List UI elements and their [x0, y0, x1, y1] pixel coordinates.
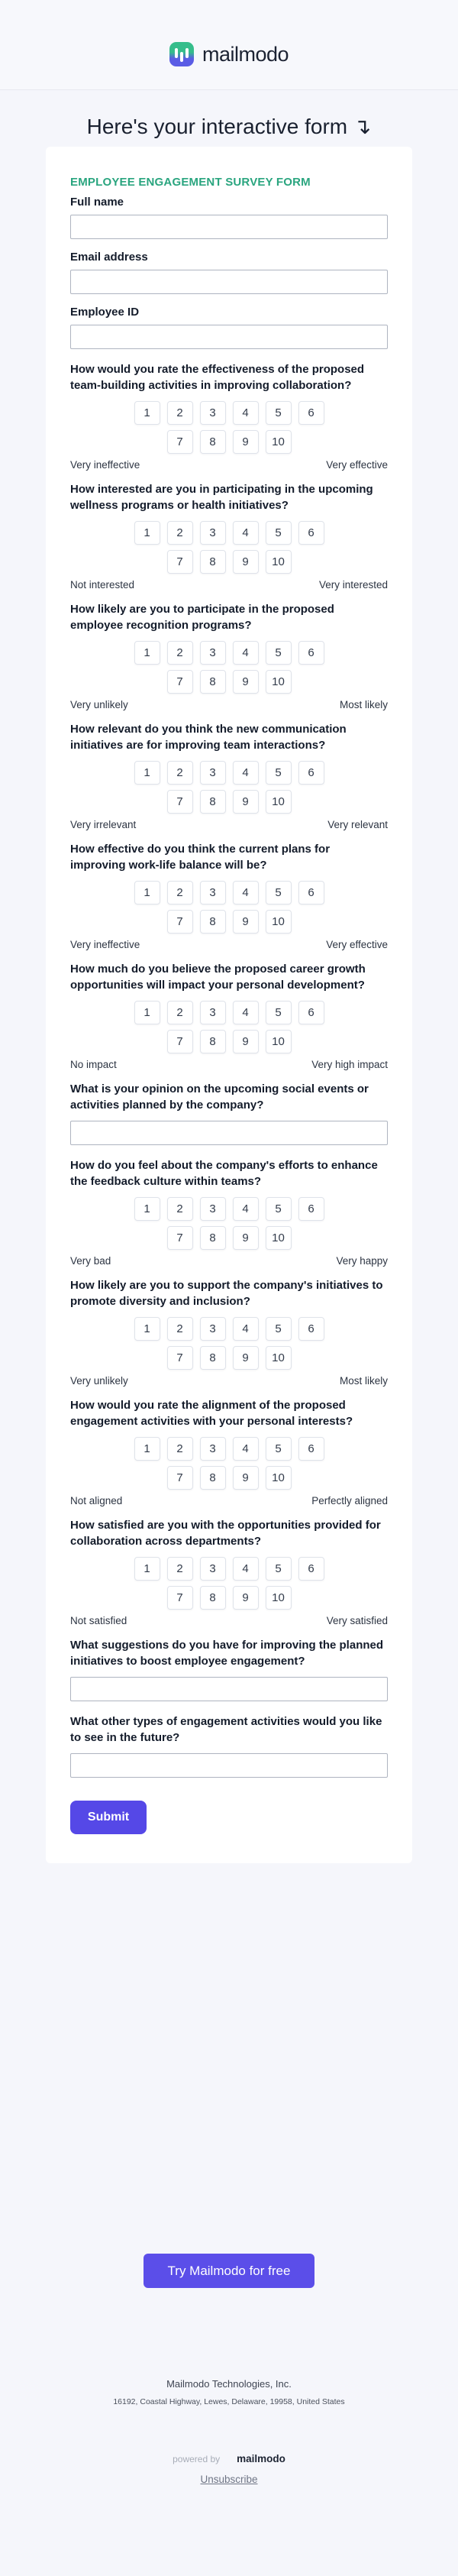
rating-button-8[interactable]: 8	[200, 430, 226, 454]
rating-button-1[interactable]: 1	[134, 1317, 160, 1341]
rating-button-3[interactable]: 3	[200, 1001, 226, 1024]
rating-scale-row	[70, 670, 388, 694]
rating-button-4[interactable]: 4	[233, 881, 259, 905]
rating-button-7[interactable]: 7	[167, 1346, 193, 1370]
rating-button-7[interactable]: 7	[167, 790, 193, 814]
rating-scale-row	[70, 1466, 388, 1490]
hero-title: Here's your interactive form ↴	[86, 115, 372, 138]
rating-scale-row	[70, 401, 388, 425]
scale-min-label: No impact	[70, 1059, 117, 1070]
open-answer-input[interactable]	[70, 1753, 388, 1778]
rating-button-4[interactable]: 4	[233, 641, 259, 665]
rating-button-3[interactable]: 3	[200, 881, 226, 905]
try-mailmodo-cta-button[interactable]: Try Mailmodo for free	[144, 2254, 314, 2288]
scale-min-label: Very irrelevant	[70, 819, 137, 830]
rating-button-6[interactable]: 6	[298, 761, 324, 785]
powered-by-row	[0, 2453, 458, 2464]
rating-button-3[interactable]: 3	[200, 1437, 226, 1461]
rating-button-7[interactable]: 7	[167, 910, 193, 934]
rating-button-6[interactable]: 6	[298, 1197, 324, 1221]
survey-question: How would you rate the effectiveness of the proposed team-building activities in improving collaboration?	[70, 363, 365, 392]
survey-question: How relevant do you think the new communication initiatives are for improving team interactions?	[70, 723, 347, 752]
logo-bar-icon	[180, 52, 183, 62]
rating-button-6[interactable]: 6	[298, 1557, 324, 1581]
scale-max-label: Very high impact	[311, 1059, 388, 1070]
mailmodo-logo	[169, 42, 289, 66]
scale-min-label: Very ineffective	[70, 459, 140, 471]
rating-button-2[interactable]: 2	[167, 1437, 193, 1461]
rating-button-9[interactable]: 9	[233, 1346, 259, 1370]
scale-min-label: Not aligned	[70, 1495, 123, 1506]
rating-button-2[interactable]: 2	[167, 1197, 193, 1221]
scale-max-label: Very effective	[326, 459, 388, 471]
rating-button-2[interactable]: 2	[167, 401, 193, 425]
scale-min-label: Very unlikely	[70, 1375, 128, 1387]
rating-button-3[interactable]: 3	[200, 641, 226, 665]
rating-scale-row	[70, 1226, 388, 1250]
rating-button-1[interactable]: 1	[134, 761, 160, 785]
rating-button-8[interactable]: 8	[200, 790, 226, 814]
powered-by-brand: mailmodo	[237, 2453, 285, 2464]
scale-labels-row	[70, 1495, 388, 1506]
rating-button-9[interactable]: 9	[233, 1466, 259, 1490]
rating-button-7[interactable]: 7	[167, 1586, 193, 1610]
rating-button-6[interactable]: 6	[298, 401, 324, 425]
rating-button-7[interactable]: 7	[167, 670, 193, 694]
rating-button-3[interactable]: 3	[200, 401, 226, 425]
rating-button-4[interactable]: 4	[233, 761, 259, 785]
rating-button-10[interactable]: 10	[266, 1226, 292, 1250]
scale-max-label: Very interested	[318, 579, 388, 591]
rating-button-5[interactable]: 5	[266, 1197, 292, 1221]
rating-scale-row	[70, 1317, 388, 1341]
open-answer-input[interactable]	[70, 1121, 388, 1145]
rating-scale-grid	[70, 1557, 388, 1610]
survey-question: What other types of engagement activities would you like to see in the future?	[70, 1715, 382, 1744]
scale-min-label: Very unlikely	[70, 699, 128, 710]
rating-button-6[interactable]: 6	[298, 1437, 324, 1461]
rating-button-5[interactable]: 5	[266, 1437, 292, 1461]
rating-button-10[interactable]: 10	[266, 1346, 292, 1370]
rating-button-7[interactable]: 7	[167, 1030, 193, 1053]
unsubscribe-row	[0, 2473, 458, 2487]
rating-button-7[interactable]: 7	[167, 550, 193, 574]
rating-button-6[interactable]: 6	[298, 1001, 324, 1024]
rating-button-5[interactable]: 5	[266, 881, 292, 905]
survey-question: How much do you believe the proposed career growth opportunities will impact your personal development?	[70, 963, 366, 992]
rating-button-3[interactable]: 3	[200, 1317, 226, 1341]
logo-bar-icon	[175, 48, 178, 58]
rating-button-1[interactable]: 1	[134, 1437, 160, 1461]
survey-question: What is your opinion on the upcoming social events or activities planned by the company?	[70, 1083, 369, 1112]
rating-scale-row	[70, 1030, 388, 1053]
rating-scale-grid	[70, 521, 388, 574]
rating-scale-row	[70, 790, 388, 814]
rating-button-9[interactable]: 9	[233, 550, 259, 574]
rating-scale-row	[70, 881, 388, 905]
rating-button-10[interactable]: 10	[266, 550, 292, 574]
rating-button-1[interactable]: 1	[134, 521, 160, 545]
rating-button-8[interactable]: 8	[200, 670, 226, 694]
survey-question: How would you rate the alignment of the proposed engagement activities with your personal interests?	[70, 1399, 353, 1428]
rating-button-9[interactable]: 9	[233, 670, 259, 694]
rating-scale-grid	[70, 401, 388, 454]
rating-button-1[interactable]: 1	[134, 641, 160, 665]
rating-button-2[interactable]: 2	[167, 641, 193, 665]
text-input[interactable]	[70, 325, 388, 349]
survey-question: How satisfied are you with the opportunities provided for collaboration across departments?	[70, 1519, 381, 1548]
survey-question: What suggestions do you have for improving the planned initiatives to boost employee engagement?	[70, 1639, 384, 1668]
survey-question: How effective do you think the current plans for improving work-life balance will be?	[70, 843, 331, 872]
survey-question: How likely are you to participate in the proposed employee recognition programs?	[70, 603, 334, 632]
rating-button-5[interactable]: 5	[266, 1317, 292, 1341]
rating-button-4[interactable]: 4	[233, 521, 259, 545]
rating-button-3[interactable]: 3	[200, 1557, 226, 1581]
scale-min-label: Not satisfied	[70, 1615, 127, 1626]
scale-max-label: Most likely	[339, 699, 388, 710]
scale-labels-row	[70, 1255, 388, 1267]
rating-scale-grid	[70, 1317, 388, 1370]
scale-max-label: Very effective	[326, 939, 388, 950]
rating-button-10[interactable]: 10	[266, 910, 292, 934]
rating-button-10[interactable]: 10	[266, 1466, 292, 1490]
rating-scale-grid	[70, 881, 388, 934]
rating-button-7[interactable]: 7	[167, 1226, 193, 1250]
rating-scale-row	[70, 1197, 388, 1221]
rating-scale-grid	[70, 641, 388, 694]
scale-min-label: Not interested	[70, 579, 135, 591]
mailmodo-wordmark: mailmodo	[202, 42, 289, 66]
rating-scale-row	[70, 1437, 388, 1461]
field-label: Email address	[70, 251, 148, 264]
rating-button-1[interactable]: 1	[134, 1197, 160, 1221]
scale-max-label: Very satisfied	[326, 1615, 388, 1626]
open-answer-input[interactable]	[70, 1677, 388, 1701]
rating-button-8[interactable]: 8	[200, 1466, 226, 1490]
rating-button-7[interactable]: 7	[167, 1466, 193, 1490]
rating-scale-row	[70, 1346, 388, 1370]
scale-labels-row	[70, 1615, 388, 1626]
rating-scale-grid	[70, 1197, 388, 1250]
rating-button-9[interactable]: 9	[233, 1030, 259, 1053]
rating-scale-row	[70, 1586, 388, 1610]
rating-button-4[interactable]: 4	[233, 401, 259, 425]
rating-button-5[interactable]: 5	[266, 1001, 292, 1024]
survey-question: How do you feel about the company's efforts to enhance the feedback culture within teams?	[70, 1159, 378, 1188]
unsubscribe-link[interactable]: Unsubscribe	[200, 2474, 258, 2485]
form-body	[70, 196, 388, 1778]
rating-button-1[interactable]: 1	[134, 401, 160, 425]
text-input[interactable]	[70, 215, 388, 239]
rating-scale-row	[70, 430, 388, 454]
scale-labels-row	[70, 699, 388, 710]
rating-button-8[interactable]: 8	[200, 1226, 226, 1250]
rating-button-9[interactable]: 9	[233, 1226, 259, 1250]
rating-button-4[interactable]: 4	[233, 1001, 259, 1024]
survey-question: How likely are you to support the company's initiatives to promote diversity and inclusion?	[70, 1279, 383, 1308]
field-label: Full name	[70, 196, 124, 209]
rating-button-3[interactable]: 3	[200, 761, 226, 785]
field-label: Employee ID	[70, 306, 140, 319]
rating-scale-grid	[70, 1001, 388, 1053]
rating-button-2[interactable]: 2	[167, 1317, 193, 1341]
mailmodo-logo-icon	[169, 42, 194, 66]
scale-labels-row	[70, 459, 388, 471]
rating-scale-row	[70, 1001, 388, 1024]
submit-button[interactable]: Submit	[70, 1801, 147, 1834]
rating-scale-row	[70, 550, 388, 574]
rating-button-9[interactable]: 9	[233, 1586, 259, 1610]
rating-button-10[interactable]: 10	[266, 1586, 292, 1610]
scale-labels-row	[70, 819, 388, 830]
rating-button-3[interactable]: 3	[200, 521, 226, 545]
rating-button-10[interactable]: 10	[266, 1030, 292, 1053]
rating-button-8[interactable]: 8	[200, 1030, 226, 1053]
rating-scale-row	[70, 1557, 388, 1581]
rating-button-5[interactable]: 5	[266, 521, 292, 545]
rating-button-2[interactable]: 2	[167, 521, 193, 545]
rating-button-10[interactable]: 10	[266, 790, 292, 814]
scale-labels-row	[70, 1059, 388, 1070]
rating-button-9[interactable]: 9	[233, 790, 259, 814]
email-footer	[0, 2254, 458, 2487]
rating-button-10[interactable]: 10	[266, 670, 292, 694]
rating-button-8[interactable]: 8	[200, 1586, 226, 1610]
rating-button-8[interactable]: 8	[200, 550, 226, 574]
rating-button-1[interactable]: 1	[134, 1001, 160, 1024]
rating-scale-row	[70, 761, 388, 785]
scale-max-label: Perfectly aligned	[311, 1495, 388, 1506]
rating-button-2[interactable]: 2	[167, 1557, 193, 1581]
rating-button-4[interactable]: 4	[233, 1437, 259, 1461]
rating-button-1[interactable]: 1	[134, 881, 160, 905]
logo-bar-icon	[185, 48, 189, 58]
rating-button-5[interactable]: 5	[266, 401, 292, 425]
company-name: Mailmodo Technologies, Inc.	[166, 2378, 292, 2390]
survey-question: How interested are you in participating in the upcoming wellness programs or health initiatives?	[70, 483, 373, 512]
rating-button-4[interactable]: 4	[233, 1557, 259, 1581]
rating-button-7[interactable]: 7	[167, 430, 193, 454]
rating-button-5[interactable]: 5	[266, 1557, 292, 1581]
rating-scale-grid	[70, 1437, 388, 1490]
rating-button-3[interactable]: 3	[200, 1197, 226, 1221]
powered-by-label: powered by	[173, 2454, 221, 2464]
email-header	[0, 0, 458, 90]
scale-labels-row	[70, 939, 388, 950]
rating-button-2[interactable]: 2	[167, 881, 193, 905]
rating-button-9[interactable]: 9	[233, 910, 259, 934]
scale-max-label: Very happy	[336, 1255, 388, 1267]
rating-button-8[interactable]: 8	[200, 1346, 226, 1370]
rating-button-6[interactable]: 6	[298, 881, 324, 905]
rating-scale-row	[70, 910, 388, 934]
scale-max-label: Very relevant	[327, 819, 388, 830]
rating-button-6[interactable]: 6	[298, 641, 324, 665]
rating-button-5[interactable]: 5	[266, 761, 292, 785]
rating-button-6[interactable]: 6	[298, 1317, 324, 1341]
text-input[interactable]	[70, 270, 388, 294]
survey-form-card	[46, 147, 412, 1863]
rating-button-6[interactable]: 6	[298, 521, 324, 545]
rating-scale-row	[70, 641, 388, 665]
scale-min-label: Very ineffective	[70, 939, 140, 950]
scale-labels-row	[70, 579, 388, 591]
rating-button-2[interactable]: 2	[167, 761, 193, 785]
rating-button-4[interactable]: 4	[233, 1317, 259, 1341]
form-title: EMPLOYEE ENGAGEMENT SURVEY FORM	[70, 176, 311, 189]
scale-max-label: Most likely	[339, 1375, 388, 1387]
rating-button-2[interactable]: 2	[167, 1001, 193, 1024]
rating-button-8[interactable]: 8	[200, 910, 226, 934]
rating-button-10[interactable]: 10	[266, 430, 292, 454]
rating-button-4[interactable]: 4	[233, 1197, 259, 1221]
rating-button-5[interactable]: 5	[266, 641, 292, 665]
scale-labels-row	[70, 1375, 388, 1387]
scale-min-label: Very bad	[70, 1255, 111, 1267]
company-address: 16192, Coastal Highway, Lewes, Delaware, 19958, United States	[113, 2397, 345, 2406]
rating-scale-grid	[70, 761, 388, 814]
rating-scale-row	[70, 521, 388, 545]
rating-button-1[interactable]: 1	[134, 1557, 160, 1581]
rating-button-9[interactable]: 9	[233, 430, 259, 454]
